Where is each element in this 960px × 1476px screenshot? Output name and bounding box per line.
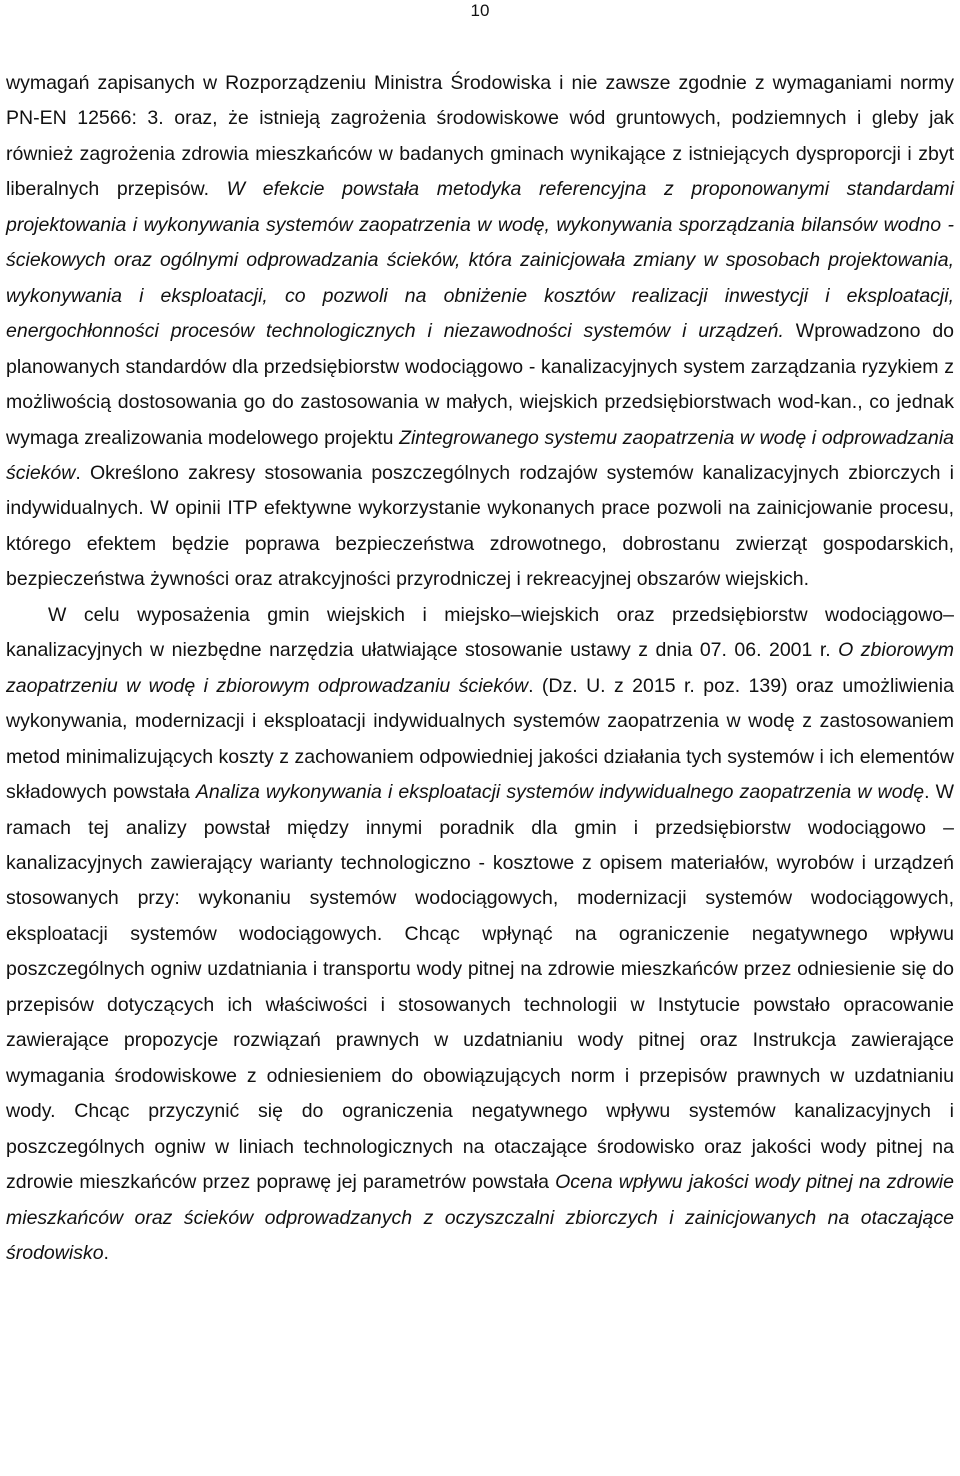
paragraph-1-italic-a: W efekcie powstała metodyka referencyjna z proponowanymi standardami projektowania i wykonywania systemów zaopatrzenia w wodę, wykonywania sporządzania bilansów wodno - ściekowych oraz ogólnymi odprowadzania ścieków, która zainicjowała zmiany w sposobach projektowania, wykonywania i eksploatacji, co pozwoli na obniżenie kosztów realizacji inwestycji i eksploatacji, energochłonności procesów technologicznych i niezawodności systemów i urządzeń. — [6, 178, 954, 343]
paragraph-2-text-a: W celu wyposażenia gmin wiejskich i miejsko–wiejskich oraz przedsiębiorstw wodociągowo–kanalizacyjnych w niezbędne narzędzia ułatwiające stosowanie ustawy z dnia 07. 06. 2001 r. — [6, 603, 954, 662]
paragraph-1-text-b: Wprowadzono do planowanych standardów dla przedsiębiorstw wodociągowo - kanalizacyjnych system zarządzania ryzykiem z możliwością dostosowania go do zastosowania w małych, wiejskich przedsiębiorstwach wod-kan., co jednak wymaga zrealizowania modelowego projektu — [6, 320, 955, 449]
paragraph-2-italic-b: Analiza wykonywania i eksploatacji systemów indywidualnego zaopatrzenia w wodę — [195, 781, 925, 804]
paragraph-2-text-c: . W ramach tej analizy powstał między innymi poradnik dla gmin i przedsiębiorstw wodociągowo – kanalizacyjnych zawierający warianty technologiczno - kosztowe z opisem materiałów, wyrobów i urządzeń stosowanych przy: wykonaniu systemów wodociągowych, modernizacji systemów wodociągowych, eksploatacji systemów wodociągowych. Chcąc wpłynąć na ograniczenie negatywnego wpływu poszczególnych ogniw uzdatniania i transportu wody pitnej na zdrowie mieszkańców przez odniesienie się do przepisów dotyczących ich właściwości i stosowanych technologii w Instytucie powstało opracowanie zawierające propozycje rozwiązań prawnych w uzdatnianiu wody pitnej oraz Instrukcja zawierające wymagania środowiskowe z odniesieniem do obowiązujących norm i przepisów prawnych w uzdatnianiu wody. Chcąc przyczynić się do ograniczenia negatywnego wpływu systemów kanalizacyjnych i poszczególnych ogniw w liniach technologicznych na otaczające środowisko oraz jakości wody pitnej na zdrowie mieszkańców przez poprawę jej parametrów powstała — [6, 781, 955, 1194]
paragraph-1-text-c: . Określono zakresy stosowania poszczególnych rodzajów systemów kanalizacyjnych zbiorczych i indywidualnych. W opinii ITP efektywne wykorzystanie wykonanych prace pozwoli na zainicjowanie procesu, którego efektem będzie poprawa bezpieczeństwa zdrowotnego, dobrostanu zwierząt gospodarskich, bezpieczeństwa żywności oraz atrakcyjności przyrodniczej i rekreacyjnej obszarów wiejskich. — [6, 461, 954, 591]
paragraph-2-italic-a: O zbiorowym zaopatrzeniu w wodę i zbiorowym odprowadzaniu ścieków — [6, 639, 954, 697]
paragraph-1 — [6, 66, 954, 598]
paragraph-2-italic-c: Ocena wpływu jakości wody pitnej na zdrowie mieszkańców oraz ścieków odprowadzanych z oczyszczalni zbiorczych i zainicjowanych na otaczające środowisko — [6, 1171, 954, 1264]
page-number: 10 — [470, 1, 490, 20]
paragraph-2-text-d: . — [103, 1241, 109, 1264]
document-body — [6, 66, 954, 1271]
paragraph-1-italic-b: Zintegrowanego systemu zaopatrzenia w wodę i odprowadzania ścieków — [6, 426, 954, 484]
paragraph-1-text-a: wymagań zapisanych w Rozporządzeniu Ministra Środowiska i nie zawsze zgodnie z wymaganiami normy PN-EN 12566: 3. oraz, że istnieją zagrożenia środowiskowe wód gruntowych, podziemnych i gleby jak również zagrożenia zdrowia mieszkańców w badanych gminach wynikające z istniejących dysproporcji i zbyt liberalnych przepisów. — [6, 72, 954, 201]
paragraph-2-text-b: . (Dz. U. z 2015 r. poz. 139) oraz umożliwienia wykonywania, modernizacji i eksploatacji indywidualnych systemów zaopatrzenia w wodę z zastosowaniem metod minimalizujących koszty z zachowaniem odpowiedniej jakości działania tych systemów i ich elementów składowych powstała — [6, 674, 954, 804]
paragraph-2 — [6, 598, 954, 1272]
